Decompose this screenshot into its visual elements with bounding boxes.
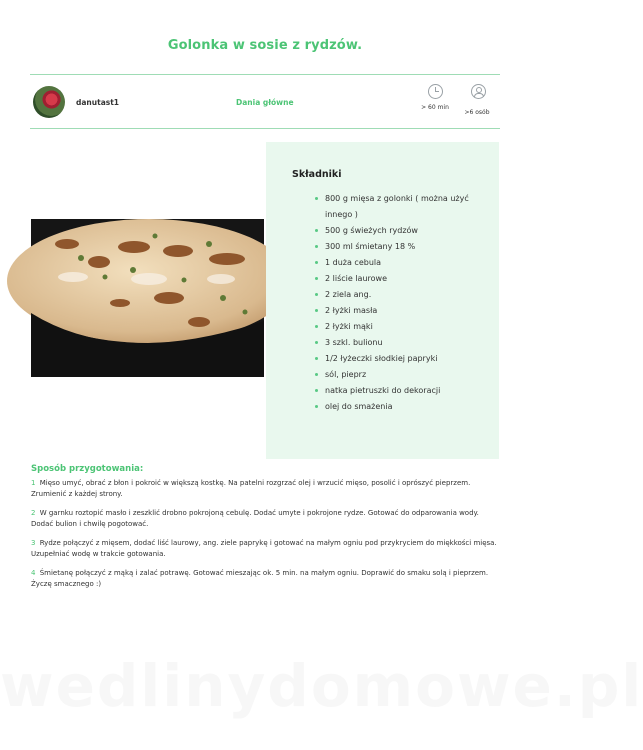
ingredient-item: 2 ziela ang.: [266, 287, 499, 303]
ingredient-item: 300 ml śmietany 18 %: [266, 239, 499, 255]
method-step: [31, 478, 499, 500]
ingredient-item: 800 g mięsa z golonki ( można użyć innego ): [266, 191, 499, 223]
step-text: Rydze połączyć z mięsem, dodać liść laurowy, ang. ziele paprykę i gotować na małym ogniu pod przykryciem do miękkości mięsa. Uzupełniać wodę w trakcie gotowania.: [31, 539, 497, 558]
ingredients-heading: Składniki: [292, 169, 342, 180]
header-divider-bottom: [30, 128, 500, 129]
ingredients-list: [266, 191, 499, 415]
method-step: [31, 538, 499, 560]
watermark: wedlinydomowe.pl: [0, 652, 643, 720]
step-number: 1: [31, 479, 36, 487]
ingredient-item: sól, pieprz: [266, 367, 499, 383]
recipe-title: Golonka w sosie z rydzów.: [167, 38, 363, 53]
method-step: [31, 568, 499, 590]
method-section: [31, 464, 499, 598]
author-name[interactable]: danutast1: [76, 98, 120, 107]
ingredients-panel: [266, 142, 499, 459]
servings: >6 osób: [464, 109, 490, 116]
step-text: Śmietanę połączyć z mąką i zalać potrawę. Gotować mieszając ok. 5 min. na małym ogniu. Doprawić do smaku solą i pieprzem. Życzę smacznego :): [31, 569, 489, 588]
ingredient-item: 1 duża cebula: [266, 255, 499, 271]
prep-time: > 60 min: [421, 104, 449, 111]
method-step: [31, 508, 499, 530]
step-number: 3: [31, 539, 36, 547]
step-text: W garnku roztopić masło i zeszklić drobno pokrojoną cebulę. Dodać umyte i pokrojone rydze. Gotować do odparowania wody. Dodać bulion i chwilę pogotować.: [31, 509, 479, 528]
step-text: Mięso umyć, obrać z błon i pokroić w większą kostkę. Na patelni rozgrzać olej i wrzucić mięso, posolić i oprószyć pieprzem. Zrumienić z każdej strony.: [31, 479, 471, 498]
author-avatar[interactable]: [33, 86, 65, 118]
method-heading: Sposób przygotowania:: [31, 464, 144, 474]
step-number: 4: [31, 569, 36, 577]
clock-icon: [428, 84, 443, 99]
header-divider-top: [30, 74, 500, 75]
ingredient-item: 3 szkl. bulionu: [266, 335, 499, 351]
ingredient-item: olej do smażenia: [266, 399, 499, 415]
ingredient-item: 1/2 łyżeczki słodkiej papryki: [266, 351, 499, 367]
ingredient-item: natka pietruszki do dekoracji: [266, 383, 499, 399]
ingredient-item: 500 g świeżych rydzów: [266, 223, 499, 239]
ingredient-item: 2 łyżki masła: [266, 303, 499, 319]
step-number: 2: [31, 509, 36, 517]
ingredient-item: 2 łyżki mąki: [266, 319, 499, 335]
recipe-photo: [31, 219, 264, 377]
user-icon: [471, 84, 486, 99]
recipe-category[interactable]: Dania główne: [236, 98, 294, 107]
ingredient-item: 2 liście laurowe: [266, 271, 499, 287]
